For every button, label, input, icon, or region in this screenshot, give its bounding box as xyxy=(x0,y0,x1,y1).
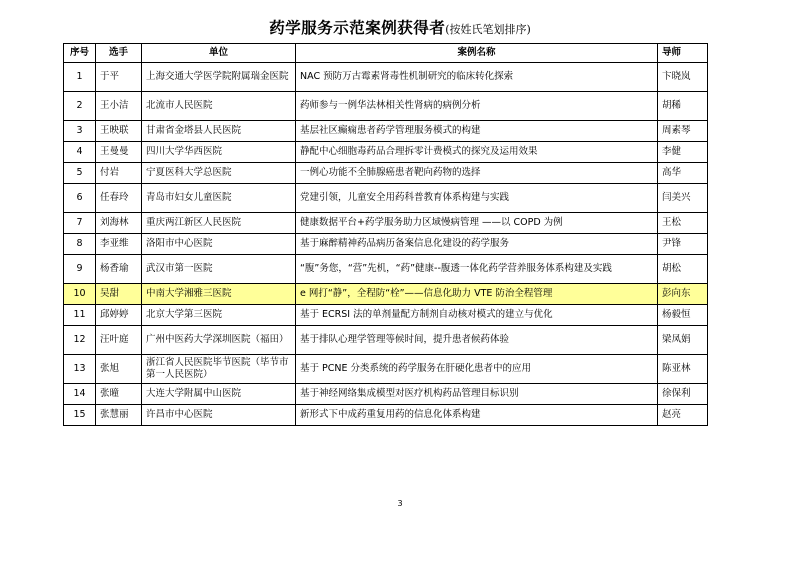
awardee-table xyxy=(63,43,708,426)
table-row xyxy=(64,284,708,305)
cell-name: 于平 xyxy=(96,63,142,92)
cell-no: 14 xyxy=(64,384,96,405)
cell-mentor: 杨毅恒 xyxy=(658,305,708,326)
cell-no: 4 xyxy=(64,142,96,163)
cell-case: 党建引领，儿童安全用药科普教育体系构建与实践 xyxy=(296,184,658,213)
cell-case: 药师参与一例华法林相关性肾病的病例分析 xyxy=(296,92,658,121)
cell-case: 基层社区癫痫患者药学管理服务模式的构建 xyxy=(296,121,658,142)
cell-unit: 上海交通大学医学院附属瑞金医院 xyxy=(142,63,296,92)
table-row xyxy=(64,142,708,163)
table-row xyxy=(64,63,708,92)
table-row xyxy=(64,163,708,184)
cell-case: 健康数据平台+药学服务助力区域慢病管理 ——以 COPD 为例 xyxy=(296,213,658,234)
table-body xyxy=(64,63,708,426)
cell-mentor: 胡稀 xyxy=(658,92,708,121)
cell-case: 新形式下中成药重复用药的信息化体系构建 xyxy=(296,405,658,426)
cell-mentor: 尹锋 xyxy=(658,234,708,255)
cell-unit: 北流市人民医院 xyxy=(142,92,296,121)
table-row xyxy=(64,121,708,142)
cell-no: 3 xyxy=(64,121,96,142)
cell-unit: 甘肃省金塔县人民医院 xyxy=(142,121,296,142)
cell-name: 付岩 xyxy=(96,163,142,184)
header-name: 选手 xyxy=(96,44,142,63)
cell-mentor: 胡松 xyxy=(658,255,708,284)
cell-unit: 广州中医药大学深圳医院（福田） xyxy=(142,326,296,355)
cell-mentor: 徐保利 xyxy=(658,384,708,405)
cell-unit: 大连大学附属中山医院 xyxy=(142,384,296,405)
cell-mentor: 赵亮 xyxy=(658,405,708,426)
cell-unit: 重庆两江新区人民医院 xyxy=(142,213,296,234)
cell-no: 13 xyxy=(64,355,96,384)
cell-unit: 许昌市中心医院 xyxy=(142,405,296,426)
cell-no: 9 xyxy=(64,255,96,284)
cell-unit: 宁夏医科大学总医院 xyxy=(142,163,296,184)
cell-name: 王小洁 xyxy=(96,92,142,121)
cell-unit: 四川大学华西医院 xyxy=(142,142,296,163)
cell-no: 5 xyxy=(64,163,96,184)
cell-name: 张旭 xyxy=(96,355,142,384)
cell-case: e 网打“静”，全程防“栓”——信息化助力 VTE 防治全程管理 xyxy=(296,284,658,305)
page-title: 药学服务示范案例获得者 xyxy=(269,19,446,37)
cell-mentor: 陈亚林 xyxy=(658,355,708,384)
cell-mentor: 闫美兴 xyxy=(658,184,708,213)
cell-name: 吴甜 xyxy=(96,284,142,305)
cell-name: 任春玲 xyxy=(96,184,142,213)
cell-case: 基于 ECRSI 法的单剂量配方制剂自动核对模式的建立与优化 xyxy=(296,305,658,326)
table-row xyxy=(64,184,708,213)
cell-case: 基于麻醉精神药品病历备案信息化建设的药学服务 xyxy=(296,234,658,255)
table-row xyxy=(64,355,708,384)
cell-mentor: 李健 xyxy=(658,142,708,163)
cell-unit: 洛阳市中心医院 xyxy=(142,234,296,255)
table-row xyxy=(64,92,708,121)
cell-case: NAC 预防万古霉素肾毒性机制研究的临床转化探索 xyxy=(296,63,658,92)
table-row xyxy=(64,326,708,355)
header-case: 案例名称 xyxy=(296,44,658,63)
table-row xyxy=(64,305,708,326)
title-note: (按姓氏笔划排序) xyxy=(445,23,531,36)
cell-case: 静配中心细胞毒药品合理拆零计费模式的探究及运用效果 xyxy=(296,142,658,163)
cell-name: 邱婷婷 xyxy=(96,305,142,326)
cell-name: 张慧丽 xyxy=(96,405,142,426)
cell-case: “腹”务您，“营”先机，“药”健康--腹透一体化药学营养服务体系构建及实践 xyxy=(296,255,658,284)
table-row xyxy=(64,405,708,426)
cell-unit: 青岛市妇女儿童医院 xyxy=(142,184,296,213)
cell-mentor: 周素琴 xyxy=(658,121,708,142)
cell-no: 2 xyxy=(64,92,96,121)
cell-unit: 浙江省人民医院毕节医院（毕节市第一人民医院） xyxy=(142,355,296,384)
cell-case: 基于 PCNE 分类系统的药学服务在肝硬化患者中的应用 xyxy=(296,355,658,384)
table-row xyxy=(64,255,708,284)
cell-mentor: 卞晓岚 xyxy=(658,63,708,92)
cell-name: 王曼曼 xyxy=(96,142,142,163)
cell-name: 杨香瑜 xyxy=(96,255,142,284)
cell-no: 7 xyxy=(64,213,96,234)
cell-mentor: 王松 xyxy=(658,213,708,234)
cell-no: 15 xyxy=(64,405,96,426)
cell-name: 张曈 xyxy=(96,384,142,405)
cell-case: 基于排队心理学管理等候时间，提升患者候药体验 xyxy=(296,326,658,355)
cell-no: 10 xyxy=(64,284,96,305)
cell-name: 王映联 xyxy=(96,121,142,142)
cell-unit: 武汉市第一医院 xyxy=(142,255,296,284)
cell-no: 1 xyxy=(64,63,96,92)
cell-no: 8 xyxy=(64,234,96,255)
cell-name: 李亚维 xyxy=(96,234,142,255)
cell-no: 6 xyxy=(64,184,96,213)
cell-mentor: 高华 xyxy=(658,163,708,184)
table-row xyxy=(64,384,708,405)
cell-name: 刘海林 xyxy=(96,213,142,234)
page-number: 3 xyxy=(397,499,403,508)
cell-unit: 北京大学第三医院 xyxy=(142,305,296,326)
page-title-block xyxy=(0,16,800,38)
cell-mentor: 梁凤娟 xyxy=(658,326,708,355)
cell-case: 一例心功能不全肺腺癌患者靶向药物的选择 xyxy=(296,163,658,184)
header-unit: 单位 xyxy=(142,44,296,63)
cell-mentor: 彭向东 xyxy=(658,284,708,305)
header-no: 序号 xyxy=(64,44,96,63)
cell-unit: 中南大学湘雅三医院 xyxy=(142,284,296,305)
table-row xyxy=(64,213,708,234)
table-row xyxy=(64,234,708,255)
table-header-row xyxy=(64,44,708,63)
header-mentor: 导师 xyxy=(658,44,708,63)
cell-no: 11 xyxy=(64,305,96,326)
cell-name: 汪叶庭 xyxy=(96,326,142,355)
cell-no: 12 xyxy=(64,326,96,355)
cell-case: 基于神经网络集成模型对医疗机构药品管理目标识别 xyxy=(296,384,658,405)
